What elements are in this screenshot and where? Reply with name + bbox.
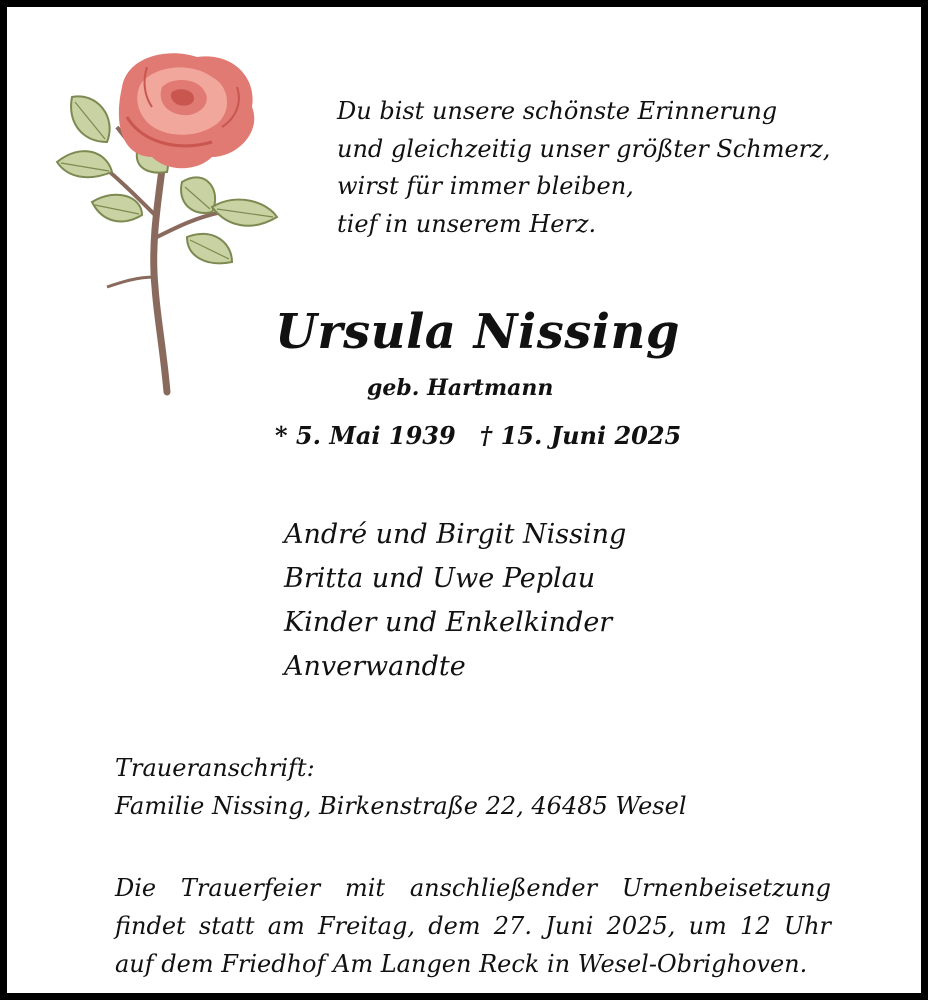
mourner-entry: Britta und Uwe Peplau bbox=[284, 563, 596, 594]
poem-line: tief in unserem Herz. bbox=[337, 209, 597, 238]
birth-date: * 5. Mai 1939 bbox=[275, 421, 456, 450]
maiden-name: geb. Hartmann bbox=[367, 375, 554, 401]
ceremony-info bbox=[115, 869, 831, 983]
mourning-address bbox=[115, 749, 687, 825]
life-dates bbox=[275, 417, 681, 455]
poem-line: und gleichzeitig unser größter Schmerz, bbox=[337, 134, 831, 163]
ceremony-line: auf dem Friedhof Am Langen Reck in Wesel-Obrighoven. bbox=[115, 950, 808, 978]
ceremony-line: Die Trauerfeier mit anschließender Urnenbeisetzung bbox=[115, 874, 831, 902]
death-date: † 15. Juni 2025 bbox=[479, 421, 682, 450]
mourner-entry: Kinder und Enkelkinder bbox=[284, 607, 613, 638]
deceased-name: Ursula Nissing bbox=[275, 304, 680, 360]
ceremony-line: findet statt am Freitag, dem 27. Juni 2025, um 12 Uhr bbox=[115, 912, 831, 940]
mourner-entry: André und Birgit Nissing bbox=[284, 519, 627, 550]
poem-line: wirst für immer bleiben, bbox=[337, 172, 634, 200]
poem bbox=[337, 93, 897, 243]
address-label: Traueranschrift: bbox=[115, 754, 315, 782]
address-value: Familie Nissing, Birkenstraße 22, 46485 Wesel bbox=[115, 792, 687, 820]
mourners-list bbox=[284, 513, 626, 689]
rose-icon bbox=[47, 47, 287, 407]
poem-line: Du bist unsere schönste Erinnerung bbox=[337, 97, 778, 125]
mourner-entry: Anverwandte bbox=[284, 651, 466, 682]
